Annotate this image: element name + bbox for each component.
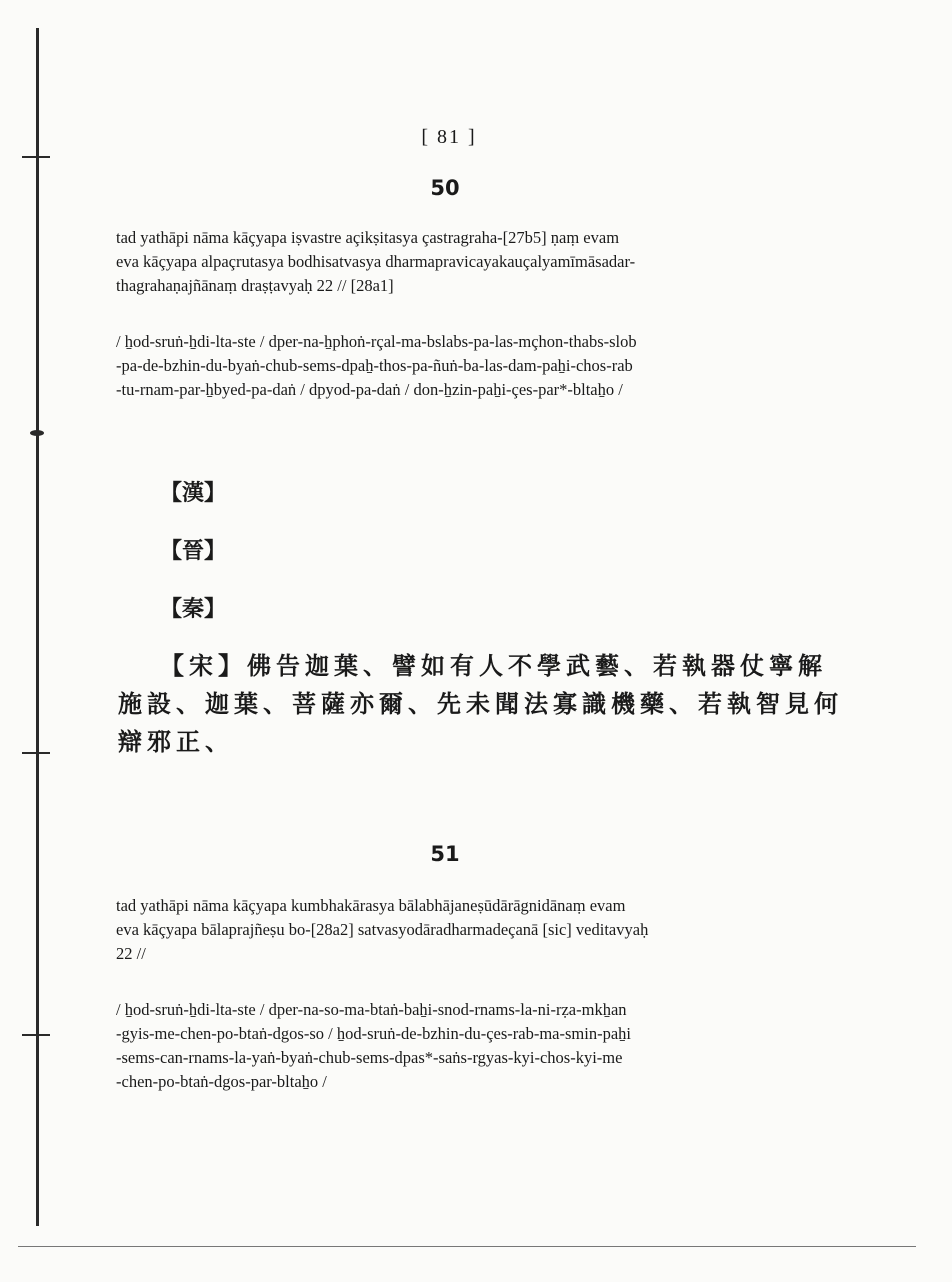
chinese-qin-label: 【秦】: [160, 596, 227, 621]
binding-line: [36, 28, 39, 1226]
bottom-rule: [18, 1246, 916, 1247]
binding-mark: [22, 156, 50, 158]
chinese-han-label: 【漢】: [160, 480, 227, 505]
tibetan-text-51: [116, 998, 780, 1094]
text-line: -sems-can-rnams-la-yaṅ-byaṅ-chub-sems-dpas*-saṅs-rgyas-kyi-chos-kyi-me: [116, 1048, 623, 1067]
chinese-song-text: [118, 648, 843, 762]
sanskrit-text-50: [116, 226, 780, 298]
text-line: 施設、迦葉、菩薩亦爾、先未聞法寡識機藥、若執智見何: [118, 692, 843, 718]
text-line: eva kāçyapa alpaçrutasya bodhisatvasya dharmapravicayakauçalyamīmāsadar-: [116, 252, 636, 271]
binding-mark: [22, 1034, 50, 1036]
text-line: -chen-po-btaṅ-dgos-par-bltaẖo /: [116, 1072, 327, 1091]
chinese-jin-label: 【晉】: [160, 538, 227, 563]
text-line: tad yathāpi nāma kāçyapa iṣvastre açikṣitasya çastragraha-[27b5] ṇaṃ evam: [116, 228, 620, 247]
section-number-50: 50: [430, 176, 460, 200]
text-line: tad yathāpi nāma kāçyapa kumbhakārasya bālabhājaneṣūdārāgnidānaṃ evam: [116, 896, 626, 915]
tibetan-text-50: [116, 330, 780, 402]
text-line: eva kāçyapa bālaprajñeṣu bo-[28a2] satvasyodāradharmadeçanā [sic] veditavyaḥ: [116, 920, 649, 939]
text-line: -tu-rnam-par-ẖbyed-pa-daṅ / dpyod-pa-daṅ / don-ẖzin-paẖi-çes-par*-bltaẖo /: [116, 380, 623, 399]
text-line: thagrahaṇajñānaṃ draṣṭavyaḥ 22 // [28a1]: [116, 276, 394, 295]
page-number: [ 81 ]: [421, 126, 477, 148]
text-line: / ẖod-sruṅ-ẖdi-lta-ste / dper-na-ẖphoṅ-rçal-ma-bslabs-pa-las-mçhon-thabs-slob: [116, 332, 637, 351]
text-line: 22 //: [116, 944, 146, 963]
text-line: -gyis-me-chen-po-btaṅ-dgos-so / ẖod-sruṅ-de-bzhin-du-çes-rab-ma-smin-paẖi: [116, 1024, 631, 1043]
text-line: -pa-de-bzhin-du-byaṅ-chub-sems-dpaẖ-thos-pa-ñuṅ-ba-las-dam-paẖi-chos-rab: [116, 356, 633, 375]
binding-mark: [30, 430, 44, 436]
text-line: 辯邪正、: [118, 730, 234, 756]
text-line: / ẖod-sruṅ-ẖdi-lta-ste / dper-na-so-ma-btaṅ-baẖi-snod-rnams-la-ni-rẓa-mkẖan: [116, 1000, 627, 1019]
section-number-51: 51: [430, 842, 460, 866]
text-line: 【宋】佛告迦葉、譬如有人不學武藝、若執器仗寧解: [160, 654, 827, 680]
sanskrit-text-51: [116, 894, 780, 966]
binding-mark: [22, 752, 50, 754]
